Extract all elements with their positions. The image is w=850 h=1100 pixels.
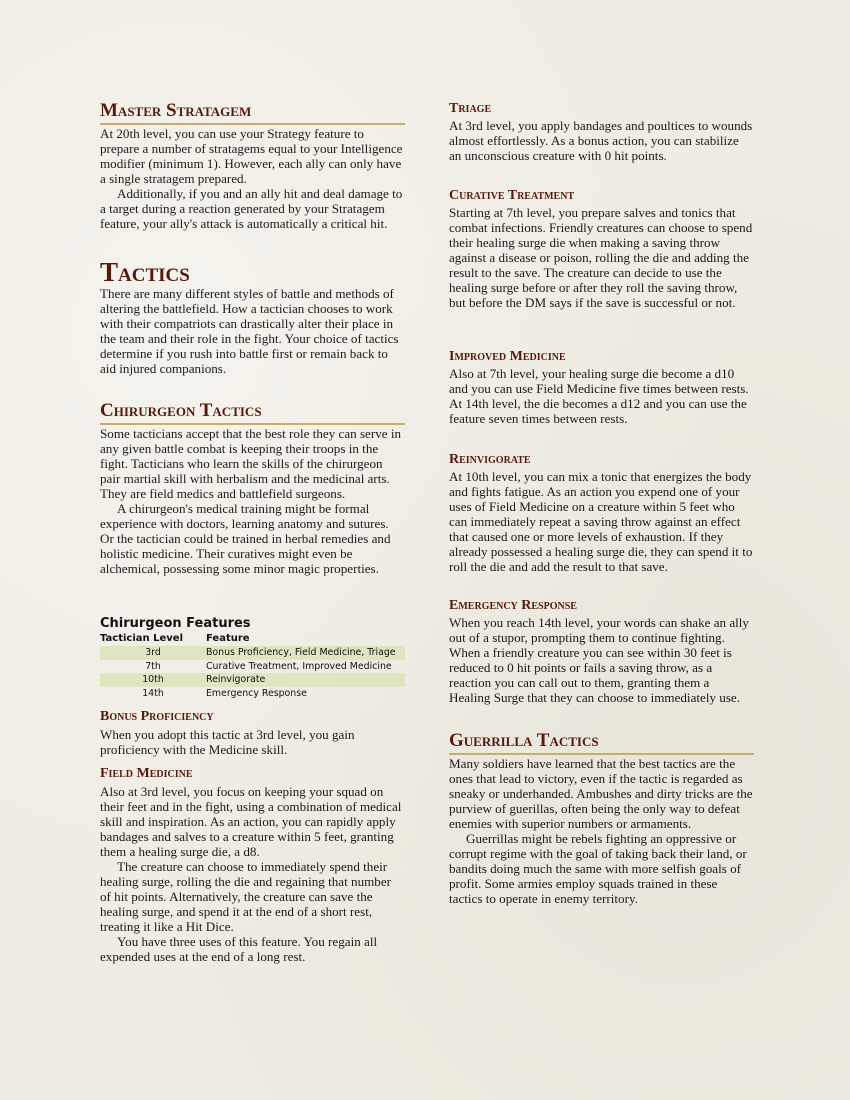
column-header-level: Tactician Level bbox=[100, 633, 184, 644]
section-tactics bbox=[100, 286, 405, 376]
heading-guerrilla-tactics: Guerrilla Tactics bbox=[449, 730, 754, 755]
paragraph: At 3rd level, you apply bandages and poultices to wounds almost effortlessly. As a bonus action, you can stabilize an unconscious creature with 0 hit points. bbox=[449, 118, 753, 163]
heading-emergency-response: Emergency Response bbox=[449, 598, 577, 613]
paragraph: Starting at 7th level, you prepare salves and tonics that combat infections. Friendly creatures can choose to spend their healing surge die when making a saving throw against a disease or poison, rolling the die and adding the result to the save. The creature can decide to use the healing surge before or after they roll the saving throw, but before the DM says if the save is successful or not. bbox=[449, 205, 753, 310]
table-cell-level: 7th bbox=[145, 660, 161, 672]
paragraph: At 10th level, you can mix a tonic that energizes the body and fights fatigue. As an action you expend one of your uses of Field Medicine on a creature within 5 feet who can immediately repeat a saving throw against an effect that caused one or more levels of exhaustion. If they already possessed a healing surge die, they can spend it to roll the die and add the result to that save. bbox=[449, 469, 753, 574]
paragraph: A chirurgeon's medical training might be formal experience with doctors, learning anatomy and sutures. Or the tactician could be trained in herbal remedies and holistic medicine. Their curatives might even be alchemical, possessing some minor magic properties. bbox=[100, 501, 391, 576]
column-header-feature: Feature bbox=[206, 633, 250, 644]
heading-triage: Triage bbox=[449, 101, 492, 116]
heading-curative-treatment: Curative Treatment bbox=[449, 188, 575, 203]
paragraph: Guerrillas might be rebels fighting an oppressive or corrupt regime with the goal of taking back their land, or bandits doing much the same with more selfish goals of profit. Some armies employ squads trained in these tactics to operate in enemy territory. bbox=[449, 831, 747, 906]
paragraph: There are many different styles of battle and methods of altering the battlefield. How a tactician chooses to work with their compatriots can drastically alter their place in the team and their role in the fight. Your choice of tactics determine if you rush into battle first or remain back to aid injured companions. bbox=[100, 286, 399, 376]
paragraph: The creature can choose to immediately spend their healing surge, rolling the die and regaining that number of hit points. Alternatively, the creature can save the healing surge, and spend it at the end of a short rest, treating it like a Hit Dice. bbox=[100, 859, 392, 934]
paragraph: Also at 3rd level, you focus on keeping your squad on their feet and in the fight, using a combination of medical skill and inspiration. As an action, you can rapidly apply bandages and salves to a creature within 5 feet, granting them a healing surge die, a d8. bbox=[100, 784, 402, 859]
table-row bbox=[100, 687, 405, 701]
section-curative-treatment bbox=[449, 205, 754, 310]
table-row bbox=[100, 673, 405, 687]
section-reinvigorate bbox=[449, 469, 754, 574]
section-triage bbox=[449, 118, 754, 163]
paragraph: Many soldiers have learned that the best tactics are the ones that lead to victory, even if the tactic is regarded as sneaky or underhanded. Ambushes and dirty tricks are the purview of guerillas, often being the only way to defeat enemies with superior numbers or armaments. bbox=[449, 756, 753, 831]
table-cell-feature: Curative Treatment, Improved Medicine bbox=[206, 660, 392, 672]
heading-field-medicine: Field Medicine bbox=[100, 766, 193, 781]
paragraph: At 20th level, you can use your Strategy feature to prepare a number of stratagems equal to your Intelligence modifier (minimum 1). However, each ally can only have a single stratagem prepared. bbox=[100, 126, 403, 186]
heading-improved-medicine: Improved Medicine bbox=[449, 349, 566, 364]
table-row bbox=[100, 660, 405, 674]
paragraph: When you adopt this tactic at 3rd level, you gain proficiency with the Medicine skill. bbox=[100, 727, 355, 757]
table-header-row bbox=[100, 632, 405, 646]
section-chirurgeon bbox=[100, 426, 405, 576]
table-cell-feature: Emergency Response bbox=[206, 687, 307, 699]
heading-master-stratagem: Master Stratagem bbox=[100, 100, 405, 125]
section-emergency-response bbox=[449, 615, 754, 705]
table-cell-level: 14th bbox=[142, 687, 164, 699]
chirurgeon-features-table bbox=[100, 632, 405, 700]
section-improved-medicine bbox=[449, 366, 754, 426]
table-row bbox=[100, 646, 405, 660]
heading-reinvigorate: Reinvigorate bbox=[449, 452, 531, 467]
section-bonus-proficiency bbox=[100, 727, 405, 757]
paragraph: When you reach 14th level, your words can shake an ally out of a stupor, prompting them to continue fighting. When a friendly creature you can see within 30 feet is reduced to 0 hit points or fails a saving throw, as a reaction you can call out to them, granting them a Healing Surge that they can choose to immediately use. bbox=[449, 615, 749, 705]
table-cell-level: 3rd bbox=[100, 646, 206, 660]
table-cell-feature: Reinvigorate bbox=[206, 673, 405, 687]
table-cell-level: 10th bbox=[100, 673, 206, 687]
section-field-medicine bbox=[100, 784, 405, 964]
heading-chirurgeon-tactics: Chirurgeon Tactics bbox=[100, 400, 405, 425]
paragraph: Also at 7th level, your healing surge die become a d10 and you can use Field Medicine five times between rests. At 14th level, the die becomes a d12 and you can use the feature seven times between rests. bbox=[449, 366, 749, 426]
heading-bonus-proficiency: Bonus Proficiency bbox=[100, 709, 214, 724]
section-master-stratagem bbox=[100, 126, 405, 231]
paragraph: Some tacticians accept that the best role they can serve in any given battle combat is keeping their troops in the fight. Tacticians who learn the skills of the chirurgeon pair martial skill with herbalism and the medicinal arts. They are field medics and battlefield surgeons. bbox=[100, 426, 402, 501]
table-cell-feature: Bonus Proficiency, Field Medicine, Triage bbox=[206, 646, 405, 660]
table-title: Chirurgeon Features bbox=[100, 616, 251, 631]
paragraph: You have three uses of this feature. You regain all expended uses at the end of a long rest. bbox=[100, 934, 378, 964]
section-guerrilla bbox=[449, 756, 754, 906]
heading-tactics: Tactics bbox=[100, 257, 190, 287]
paragraph: Additionally, if you and an ally hit and deal damage to a target during a reaction generated by your Stratagem feature, your ally's attack is automatically a critical hit. bbox=[100, 186, 403, 231]
